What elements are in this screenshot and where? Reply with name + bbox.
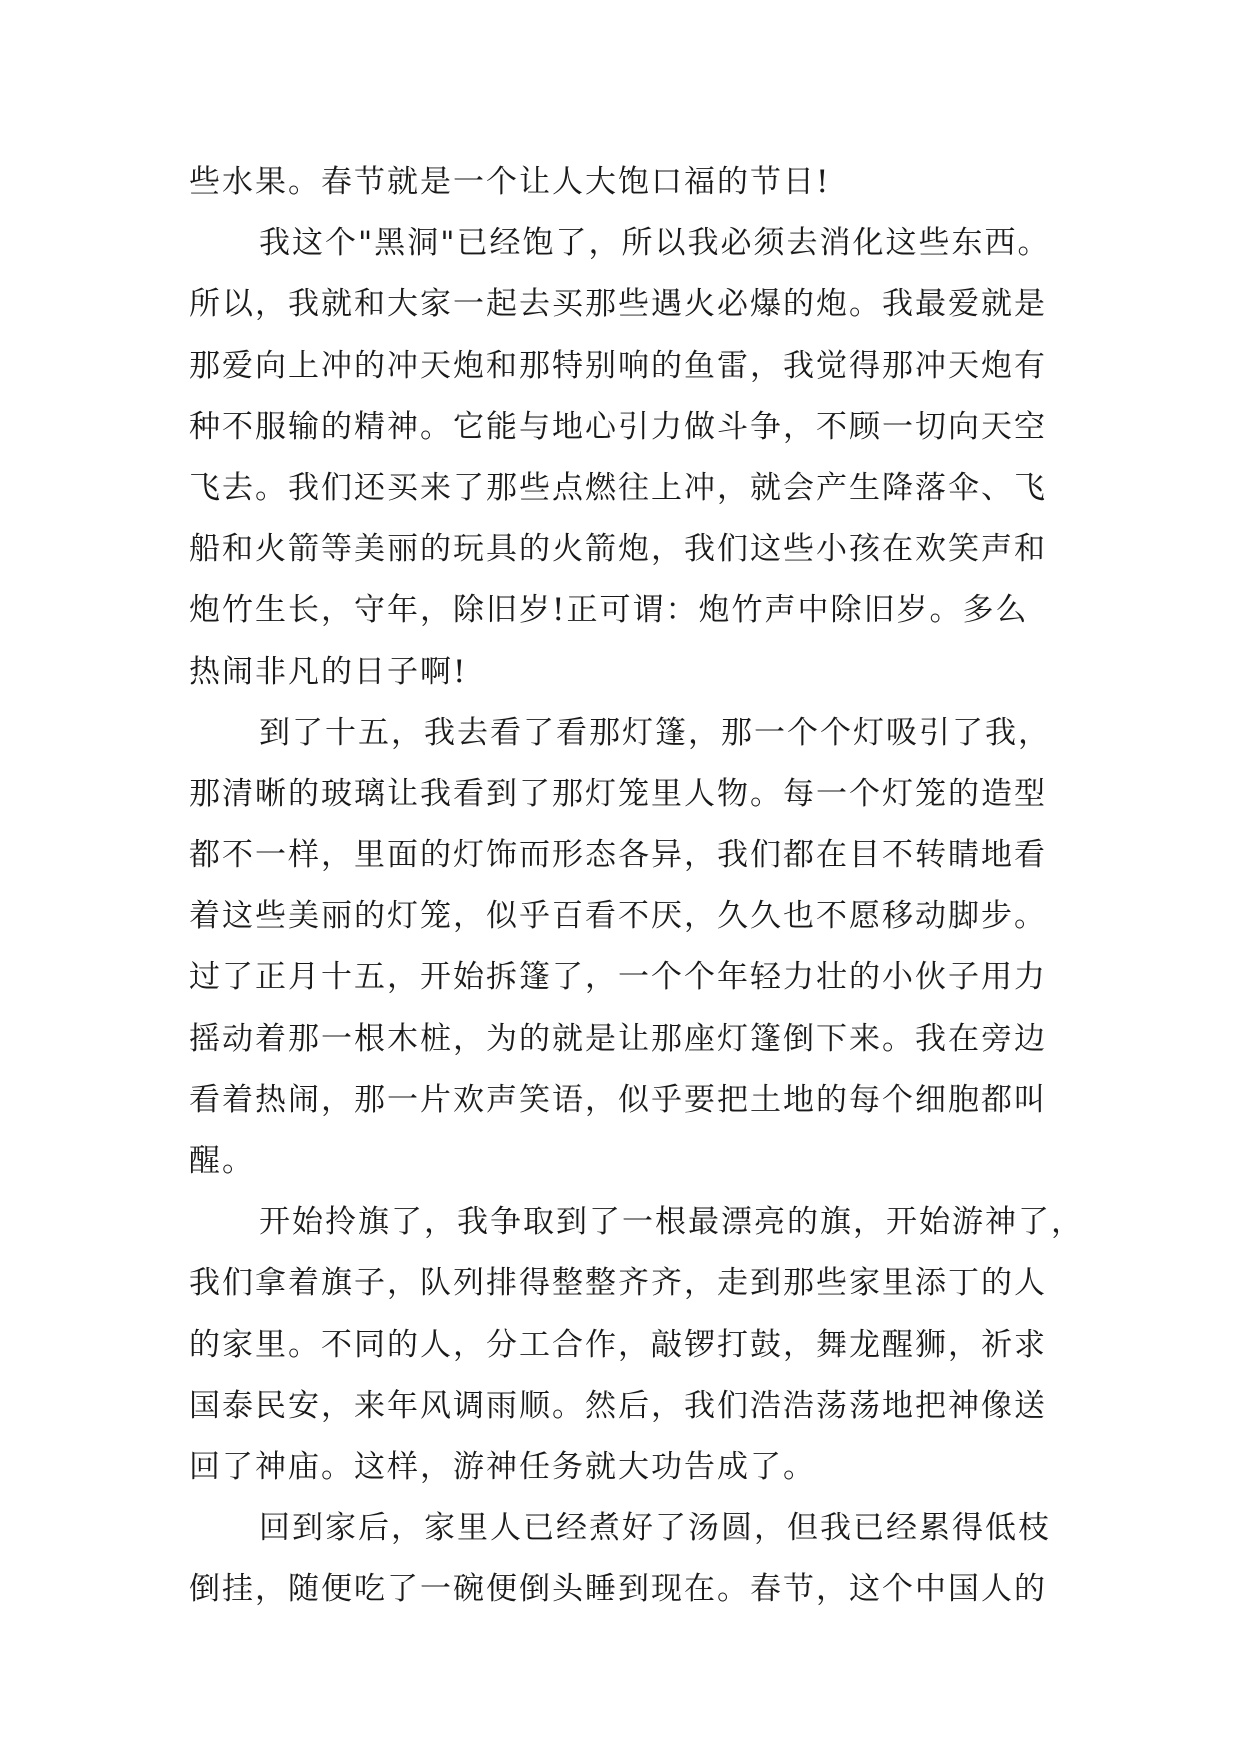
text-line: 船和火箭等美丽的玩具的火箭炮，我们这些小孩在欢笑声和 — [189, 531, 1047, 568]
text-line: 些水果。春节就是一个让人大饱口福的节日! — [189, 164, 831, 200]
text-line: 都不一样，里面的灯饰而形态各异，我们都在目不转睛地看 — [189, 837, 1047, 874]
text-line: 种不服输的精神。它能与地心引力做斗争，不顾一切向天空 — [189, 408, 1047, 445]
text-line: 回到家后，家里人已经煮好了汤圆，但我已经累得低枝 — [259, 1510, 1051, 1547]
text-line: 着这些美丽的灯笼，似乎百看不厌，久久也不愿移动脚步。 — [189, 898, 1047, 935]
text-line: 醒。 — [189, 1143, 255, 1179]
text-line: 那清晰的玻璃让我看到了那灯笼里人物。每一个灯笼的造型 — [189, 775, 1047, 812]
text-line: 我这个"黑洞"已经饱了，所以我必须去消化这些东西。 — [259, 225, 1051, 262]
essay-text — [189, 152, 1084, 1621]
text-line: 的家里。不同的人，分工合作，敲锣打鼓，舞龙醒狮，祈求 — [189, 1326, 1047, 1363]
text-line: 炮竹生长，守年，除旧岁!正可谓：炮竹声中除旧岁。多么 — [189, 592, 1029, 629]
text-line: 我们拿着旗子，队列排得整整齐齐，走到那些家里添丁的人 — [189, 1265, 1047, 1302]
text-line: 过了正月十五，开始拆篷了，一个个年轻力壮的小伙子用力 — [189, 959, 1047, 996]
text-line: 倒挂，随便吃了一碗便倒头睡到现在。春节，这个中国人的 — [189, 1571, 1047, 1608]
text-line: 热闹非凡的日子啊! — [189, 653, 468, 690]
text-line: 飞去。我们还买来了那些点燃往上冲，就会产生降落伞、飞 — [189, 469, 1047, 506]
text-line: 所以，我就和大家一起去买那些遇火必爆的炮。我最爱就是 — [189, 286, 1047, 323]
text-line: 开始拎旗了，我争取到了一根最漂亮的旗，开始游神了， — [259, 1204, 1084, 1241]
text-line: 摇动着那一根木桩，为的就是让那座灯篷倒下来。我在旁边 — [189, 1020, 1047, 1057]
text-line: 国泰民安，来年风调雨顺。然后，我们浩浩荡荡地把神像送 — [189, 1387, 1047, 1424]
text-line: 看着热闹，那一片欢声笑语，似乎要把土地的每个细胞都叫 — [189, 1081, 1047, 1118]
text-line: 那爱向上冲的冲天炮和那特别响的鱼雷，我觉得那冲天炮有 — [189, 347, 1047, 384]
text-line: 回了神庙。这样，游神任务就大功告成了。 — [189, 1448, 816, 1485]
text-line: 到了十五，我去看了看那灯篷，那一个个灯吸引了我， — [259, 714, 1051, 751]
